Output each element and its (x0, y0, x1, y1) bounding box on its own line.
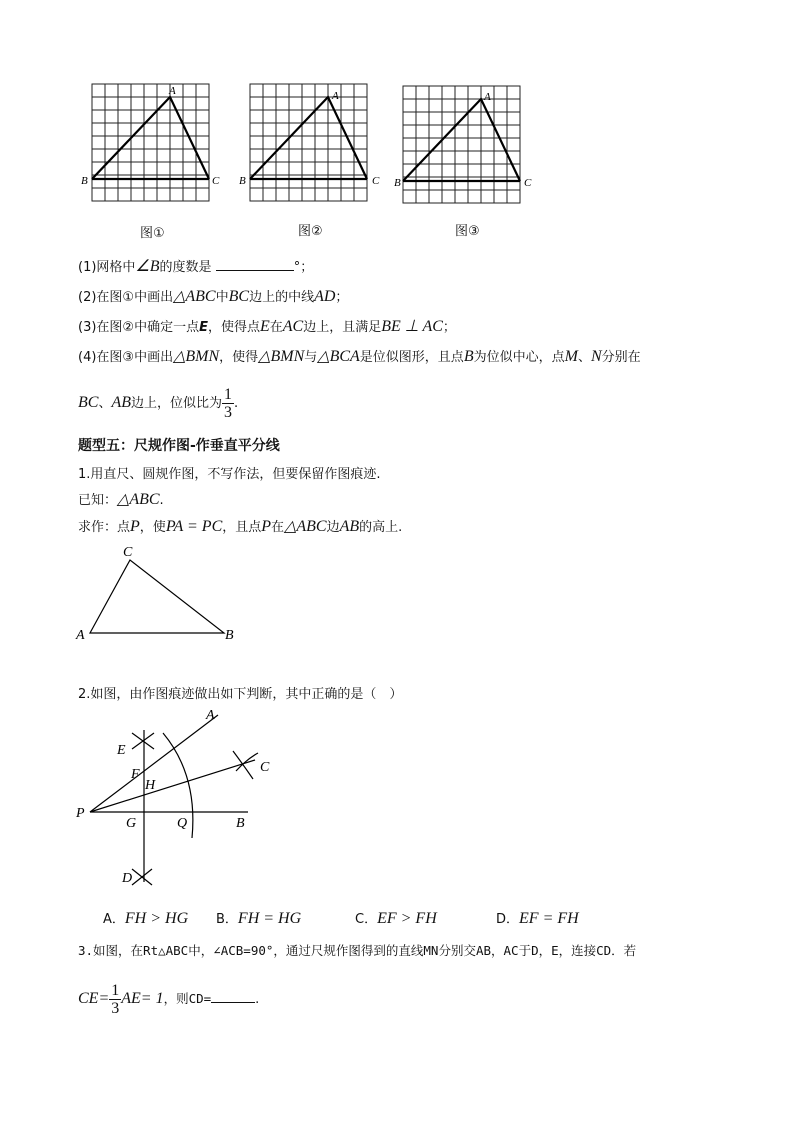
vertex-label-b: B (81, 175, 88, 187)
label-a: A (206, 708, 215, 723)
label-f: F (131, 767, 140, 782)
q1-task: 求作：点P，使PA = PC，且点P在△ABC边AB的高上. (78, 518, 403, 535)
subquestion-4: (4)在图③中画出△BMN，使得△BMN与△BCA是位似图形，且点B为位似中心，点M、N分别在 (78, 348, 641, 365)
vertex-label-c: C (123, 545, 133, 560)
fraction: $\frac{1}{3}$ (224, 386, 233, 421)
ray-pa (90, 715, 218, 812)
q2-option-d[interactable]: D．EF = FH (496, 910, 579, 927)
vertex-label-b: B (225, 628, 234, 643)
grid-figure-2 (236, 81, 386, 213)
subquestion-2: (2)在图①中画出△ABC中BC边上的中线AD； (78, 288, 349, 305)
label-g: G (126, 816, 137, 831)
q2-option-c[interactable]: C．EF > FH (355, 910, 437, 927)
triangle-abc (250, 97, 367, 179)
q2-option-b[interactable]: B．FH = HG (216, 910, 302, 927)
figure-caption-2: 图② (298, 224, 323, 239)
vertex-label-a: A (76, 628, 85, 643)
q3-line1: 3.如图，在Rt△ABC中，∠ACB=90°，通过尺规作图得到的直线MN分别交AB，AC于D，E，连接CD．若 (78, 943, 637, 958)
q3-line2: CE= $\frac{1}{3}$ AE= 1，则CD= . (78, 982, 260, 1017)
q1-given: 已知：△ABC. (78, 491, 164, 508)
vertex-label-a: A (332, 90, 339, 102)
q2-question: 2.如图，由作图痕迹做出如下判断，其中正确的是（ ） (78, 687, 403, 702)
label-e: E (117, 743, 126, 758)
answer-blank[interactable] (211, 988, 255, 1003)
figure-caption-3: 图③ (455, 224, 480, 239)
label-q: Q (177, 816, 188, 831)
subquestion-1: (1)网格中∠B的度数是 °； (78, 258, 314, 275)
fraction: $\frac{1}{3}$ (111, 982, 120, 1017)
triangle-abc (403, 99, 520, 181)
label-h: H (145, 778, 156, 793)
label-b: B (236, 816, 245, 831)
vertex-label-a: A (484, 91, 491, 103)
arc-mark-c1 (233, 751, 253, 779)
q1-triangle-figure (70, 540, 250, 645)
ray-pc (90, 760, 255, 812)
vertex-label-b: B (394, 177, 401, 189)
vertex-label-c: C (524, 177, 532, 189)
vertex-label-c: C (372, 175, 380, 187)
figure-caption-1: 图① (140, 226, 165, 241)
vertex-label-a: A (169, 85, 176, 97)
vertex-label-c: C (212, 175, 220, 187)
q2-option-a[interactable]: A．FH > HG (103, 910, 189, 927)
subquestion-4-continued: BC、AB边上，位似比为 $\frac{1}{3}$ . (78, 386, 239, 421)
grid-figure-3 (390, 82, 540, 214)
q2-construction-figure (70, 705, 290, 890)
triangle-abc (90, 560, 224, 633)
q1-line1: 1.用直尺、圆规作图，不写作法，但要保留作图痕迹. (78, 467, 381, 482)
triangle-abc (92, 97, 209, 179)
section-title: 题型五：尺规作图-作垂直平分线 (78, 438, 280, 454)
label-d: D (122, 871, 133, 886)
label-c: C (260, 760, 270, 775)
grid-figure-1 (80, 80, 230, 212)
subquestion-3: (3)在图②中确定一点E，使得点E在AC边上，且满足BE ⊥ AC； (78, 318, 456, 335)
answer-blank[interactable] (216, 256, 294, 271)
label-p: P (76, 806, 85, 821)
vertex-label-b: B (239, 175, 246, 187)
